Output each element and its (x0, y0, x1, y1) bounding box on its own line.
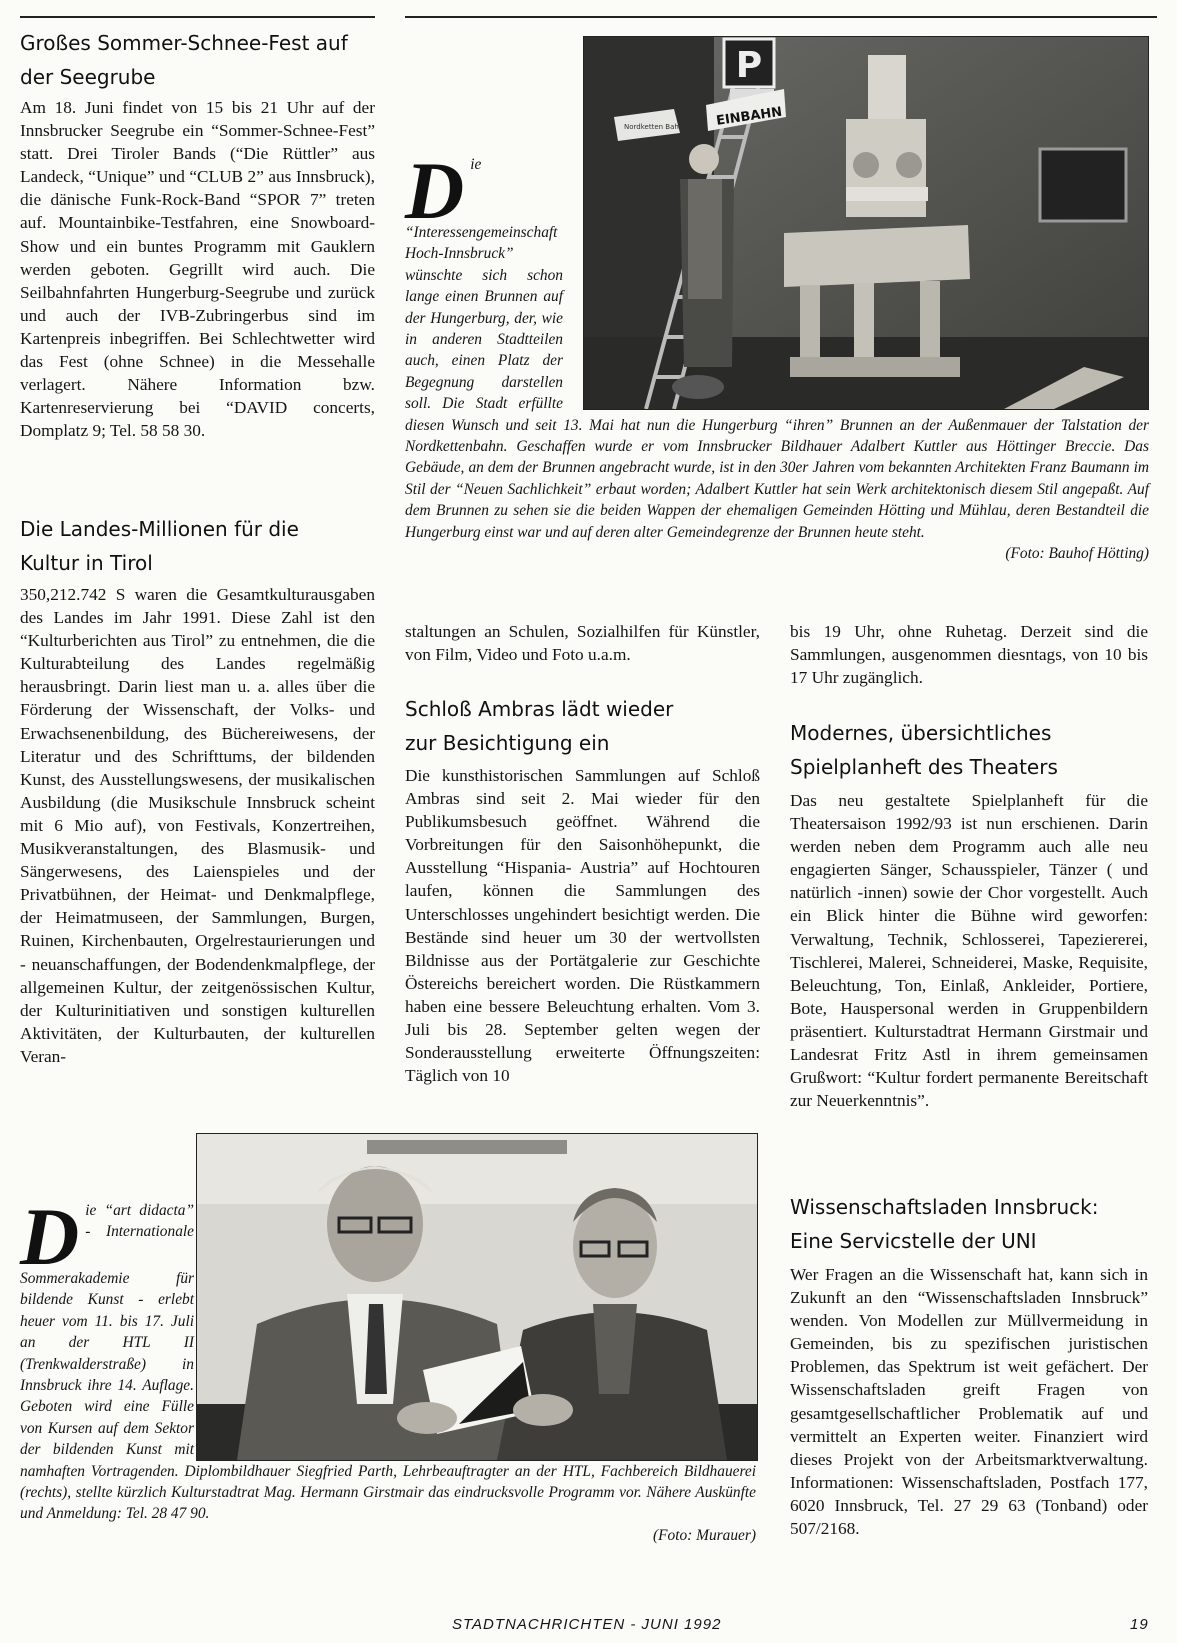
sign-parking-letter: P (735, 45, 763, 86)
heading-wissenschaftsladen: Wissenschaftsladen Innsbruck: Eine Servicstelle der UNI (790, 1195, 1099, 1253)
text-landes-millionen-part2: staltungen an Schulen, Sozialhilfen für Künstler, von Film, Video und Foto u.a.m. (405, 622, 760, 665)
text-wissenschaftsladen: Wer Fragen an die Wissenschaft hat, kann sich in Zukunft an den “Wissenschaftsladen Innsbruck” wenden. Von Modellen zur Müllvermeidung in Gemeinden, bis zu spezifischen juristischen Problemen, das Spektrum ist weit gefächert. Der Wissenschaftsladen greift Fragen von gesamtgesellschaftlicher Problematik auf und vermittelt an Experten weiter. Finanziert wird dieses Projekt von der Arbeitsmarktverwaltung. Informationen: Wissenschaftsladen, Postfach 177, 6020 Innsbruck, Tel. 27 29 63 (Tonband) oder 507/2168. (790, 1265, 1148, 1539)
text-seegrube: Am 18. Juni findet von 15 bis 21 Uhr auf der Innsbrucker Seegrube ein “Sommer-Schnee-Fest” statt. Drei Tiroler Bands (“Die Rüttler” aus Landeck, “Unique” und “CLUB 2” aus Innsbruck), die dänische Funk-Rock-Band “SPOR 7” treten auf. Mountainbike-Testfahren, eine Snowboard-Show und ein buntes Programm mit Gauklern werden geboten. Gegrillt wird auch. Die Seilbahnfahrten Hungerburg-Seegrube und zurück und auch der IVB-Zubringerbus sind im Kartenpreis inbegriffen. Bei Schlechtwetter wird das Fest (ohne Schnee) in die Messehalle verlagert. Nähere Information bzw. Kartenreservierung bei “DAVID concerts, Domplatz 9; Tel. 58 58 30. (20, 98, 375, 441)
heading-spielplan: Modernes, übersichtliches Spielplanheft des Theaters (790, 721, 1058, 779)
caption-brunnen-text: ie “Interessengemeinschaft Hoch-Innsbruck” wünschte sich schon lange einen Brunnen auf der Hungerburg, der, wie in anderen Stadtteilen auch, einen Platz der Begegnung darstellen soll. Die Stadt erfüllte diesen Wunsch und seit 13. Mai hat nun die Hungerburg “ihren” Brunnen an der Außenmauer der Talstation der Nordkettenbahn. Geschaffen wurde er vom Innsbrucker Bildhauer Adalbert Kuttler aus Höttinger Breccie. Das Gebäude, an dem der Brunnen angebracht wurde, ist in den 30er Jahren vom bekannten Architekten Franz Baumann im Stil der “Neuen Sachlichkeit” erbaut worden; Adalbert Kuttler hat sein Werk architektonisch diesem Stil angepaßt. Auf dem Brunnen zu sehen sie die beiden Wappen der ehemaligen Gemeinden Hötting und Mühlau, deren Bestandteil die Hungerburg einst war und auf deren alter Gemeindegrenze der Brunnen heute steht. (405, 156, 1149, 541)
caption-art-didacta (20, 1191, 756, 1546)
heading-seegrube: Großes Sommer-Schnee-Fest auf der Seegrube (20, 31, 348, 89)
top-rule-left (20, 16, 375, 18)
heading-landes-millionen: Die Landes-Millionen für die Kultur in Tirol (20, 517, 299, 575)
caption-art-didacta-text: ie “art didacta” - Internationale Sommerakademie für bildende Kunst - erlebt heuer vom 11. bis 17. Juli an der HTL II (Trenkwalderstraße) in Innsbruck ihre 14. Auflage. Geboten wird eine Fülle von Kursen auf dem Sektor der bildenden Kunst mit namhaften Vortragenden. Diplombildhauer Siegfried Parth, Lehrbeauftragter an der HTL, Fachbereich Bildhauerei (rechts), stellte kürzlich Kulturstadtrat Mag. Hermann Girstmair das eindrucksvolle Programm vor. Nähere Auskünfte und Anmeldung: Tel. 28 47 90. (20, 1202, 756, 1523)
text-ambras-part2: bis 19 Uhr, ohne Ruhetag. Derzeit sind die Sammlungen, ausgenommen diesntags, von 10 bis 17 Uhr zugänglich. (790, 622, 1148, 688)
footer-page-number: 19 (1130, 1616, 1149, 1633)
caption-art-didacta-credit: (Foto: Murauer) (652, 1526, 756, 1544)
footer-publication: STADTNACHRICHTEN - JUNI 1992 (452, 1616, 722, 1633)
caption-brunnen-credit: (Foto: Bauhof Hötting) (1005, 545, 1149, 563)
top-rule-right (405, 16, 1157, 18)
sign-station-text: Nordketten Bahn (624, 123, 684, 131)
text-ambras-part1: Die kunsthistorischen Sammlungen auf Schloß Ambras sind seit 2. Mai wieder für den Publikumsbesuch geöffnet. Während die Vorbreitungen für den Saisonhöhepunkt, die Ausstellung “Hispania- Austria” auf Hochtouren laufen, können die Sammlungen des Unterschlosses ungehindert besichtigt werden. Die Bestände sind heuer um 30 der wertvollsten Bildnisse aus der Portätgalerie zur Geschichte Östereichs bereichert worden. Die Rüstkammern haben eine bessere Beleuchtung erhalten. Vom 3. Juli bis 28. September gelten wegen der Sonderausstellung erweiterte Öffnungszeiten: Täglich von 10 (405, 766, 760, 1086)
heading-ambras: Schloß Ambras lädt wieder zur Besichtigung ein (405, 697, 674, 755)
caption-brunnen (405, 145, 1149, 565)
sign-oneway-text: EINBAHN (715, 104, 784, 129)
text-spielplan: Das neu gestaltete Spielplanheft für die Theatersaison 1992/93 ist nun erschienen. Darin werden neben dem Programm auch alle neu engagierten Sänger, Schausspieler, Tänzer ( und natürlich -innen) sowie der Chor vorgestellt. Auch ein Blick hinter die Bühne wird geworfen: Verwaltung, Technik, Schlosserei, Tapeziererei, Tischlerei, Malerei, Schneiderei, Maske, Requisite, Beleuchtung, Ton, Einlaß, Ankleider, Portiere, Bote, Hauspersonal werden in Gruppenbildern präsentiert. Kulturstadtrat Hermann Girstmair und Landesrat Fritz Astl in ihrem gemeinsamen Grußwort: “Kultur fordert permanente Bereitschaft zur Neuerkenntnis”. (790, 791, 1148, 1111)
text-landes-millionen-part1: 350,212.742 S waren die Gesamtkulturausgaben des Landes im Jahr 1991. Diese Zahl ist den “Kulturberichten aus Tirol” zu entnehmen, die die Kulturabteilung des Landes regelmäßig herausbringt. Darin liest man u. a. alles über die Förderung der Wissenschaft, der Volks- und Erwachsenenbildung, des Büchereiwesens, der Literatur und des Schrifttums, der bildenden Kunst, des Ausstellungswesens, der musikalischen Ausbildung (die Musikschule Innsbruck scheint mit 6 Mio auf), von Festivals, Konzertreihen, Musikveranstaltungen, des Blasmusik- und Sängerwesens, des Laienspieles und der Privatbühnen, der Heimat- und Denkmalpflege, der Heimatmuseen, der Sammlungen, Burgen, Ruinen, Kirchenbauten, Orgelrestaurierungen und - neuanschaffungen, der Bodendenkmalpflege, der allgemeinen Kultur, der zeitgenössischen Kultur, der Kulturinitiativen und sonstigen kulturellen Aktivitäten, der Kulturbauten, der kulturellen Veran- (20, 585, 375, 1066)
caption-art-didacta-dropcap: D (20, 1191, 80, 1282)
caption-brunnen-dropcap: D (405, 145, 465, 236)
